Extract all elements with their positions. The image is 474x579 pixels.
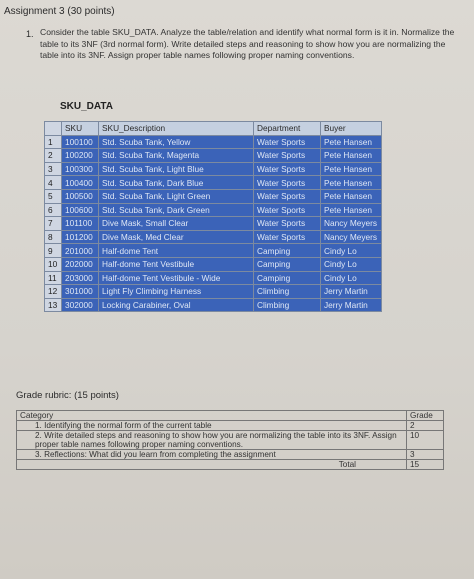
sku-cell: 100200 <box>62 149 99 163</box>
row-number: 9 <box>45 244 62 258</box>
sku-data-table <box>44 121 382 312</box>
total-label: Total <box>17 460 407 470</box>
description-cell: Locking Carabiner, Oval <box>99 298 254 312</box>
description-cell: Std. Scuba Tank, Light Blue <box>99 162 254 176</box>
row-number: 1 <box>45 135 62 149</box>
department-cell: Water Sports <box>254 230 321 244</box>
row-number: 12 <box>45 285 62 299</box>
table-row <box>45 162 382 176</box>
description-cell: Half-dome Tent Vestibule <box>99 257 254 271</box>
buyer-cell: Pete Hansen <box>321 149 382 163</box>
sku-cell: 100600 <box>62 203 99 217</box>
buyer-cell: Cindy Lo <box>321 271 382 285</box>
table-header-row <box>45 122 382 136</box>
department-cell: Camping <box>254 271 321 285</box>
rubric-item-text: 1. Identifying the normal form of the current table <box>17 421 407 431</box>
rubric-item-grade: 10 <box>407 431 444 450</box>
buyer-cell: Pete Hansen <box>321 162 382 176</box>
department-cell: Climbing <box>254 298 321 312</box>
sku-cell: 100500 <box>62 189 99 203</box>
department-cell: Climbing <box>254 285 321 299</box>
buyer-cell: Cindy Lo <box>321 244 382 258</box>
row-number: 4 <box>45 176 62 190</box>
rubric-total-row <box>17 460 444 470</box>
table-row <box>45 257 382 271</box>
department-cell: Camping <box>254 257 321 271</box>
table-row <box>45 176 382 190</box>
description-cell: Dive Mask, Small Clear <box>99 217 254 231</box>
sku-cell: 101200 <box>62 230 99 244</box>
buyer-cell: Jerry Martin <box>321 298 382 312</box>
rubric-title: Grade rubric: (15 points) <box>16 390 119 401</box>
header-sku-description: SKU_Description <box>99 122 254 136</box>
table-row <box>45 149 382 163</box>
table-row <box>45 189 382 203</box>
description-cell: Light Fly Climbing Harness <box>99 285 254 299</box>
table-row <box>45 298 382 312</box>
header-sku: SKU <box>62 122 99 136</box>
grade-rubric-table <box>16 410 444 470</box>
buyer-cell: Nancy Meyers <box>321 217 382 231</box>
sku-cell: 101100 <box>62 217 99 231</box>
rubric-row <box>17 450 444 460</box>
description-cell: Half-dome Tent <box>99 244 254 258</box>
row-number: 8 <box>45 230 62 244</box>
description-cell: Std. Scuba Tank, Yellow <box>99 135 254 149</box>
sku-cell: 100300 <box>62 162 99 176</box>
department-cell: Water Sports <box>254 203 321 217</box>
row-number: 2 <box>45 149 62 163</box>
row-number: 11 <box>45 271 62 285</box>
row-number: 3 <box>45 162 62 176</box>
sku-cell: 100400 <box>62 176 99 190</box>
rubric-item-grade: 3 <box>407 450 444 460</box>
buyer-cell: Jerry Martin <box>321 285 382 299</box>
table-row <box>45 244 382 258</box>
table-row <box>45 271 382 285</box>
department-cell: Camping <box>254 244 321 258</box>
rubric-item-text: 2. Write detailed steps and reasoning to show how you are normalizing the table into its 3NF. Assign proper table names following proper naming conventions. <box>17 431 407 450</box>
department-cell: Water Sports <box>254 162 321 176</box>
header-department: Department <box>254 122 321 136</box>
rubric-row <box>17 431 444 450</box>
buyer-cell: Nancy Meyers <box>321 230 382 244</box>
buyer-cell: Pete Hansen <box>321 135 382 149</box>
table-row <box>45 285 382 299</box>
sku-cell: 201000 <box>62 244 99 258</box>
category-label: Category <box>17 411 407 421</box>
rubric-item-grade: 2 <box>407 421 444 431</box>
grade-label: Grade <box>407 411 444 421</box>
table-title: SKU_DATA <box>60 101 113 112</box>
buyer-cell: Pete Hansen <box>321 203 382 217</box>
description-cell: Std. Scuba Tank, Light Green <box>99 189 254 203</box>
department-cell: Water Sports <box>254 189 321 203</box>
sku-cell: 100100 <box>62 135 99 149</box>
department-cell: Water Sports <box>254 176 321 190</box>
buyer-cell: Pete Hansen <box>321 176 382 190</box>
question-text: Consider the table SKU_DATA. Analyze the table/relation and identify what normal form is it in. Normalize the table to its 3NF (3rd normal form). Write detailed steps and reasoning to show how you are normalizing the table into its 3NF. Assign proper table names following proper naming conventions. <box>40 27 455 60</box>
rubric-item-text: 3. Reflections: What did you learn from completing the assignment <box>17 450 407 460</box>
description-cell: Std. Scuba Tank, Dark Blue <box>99 176 254 190</box>
buyer-cell: Pete Hansen <box>321 189 382 203</box>
header-buyer: Buyer <box>321 122 382 136</box>
row-number: 5 <box>45 189 62 203</box>
row-number: 7 <box>45 217 62 231</box>
table-row <box>45 230 382 244</box>
table-row <box>45 135 382 149</box>
department-cell: Water Sports <box>254 135 321 149</box>
description-cell: Dive Mask, Med Clear <box>99 230 254 244</box>
description-cell: Std. Scuba Tank, Magenta <box>99 149 254 163</box>
description-cell: Half-dome Tent Vestibule - Wide <box>99 271 254 285</box>
header-corner <box>45 122 62 136</box>
table-row <box>45 203 382 217</box>
sku-cell: 203000 <box>62 271 99 285</box>
rubric-row <box>17 421 444 431</box>
row-number: 10 <box>45 257 62 271</box>
buyer-cell: Cindy Lo <box>321 257 382 271</box>
sku-cell: 202000 <box>62 257 99 271</box>
sku-cell: 302000 <box>62 298 99 312</box>
row-number: 6 <box>45 203 62 217</box>
assignment-title: Assignment 3 (30 points) <box>4 6 115 17</box>
description-cell: Std. Scuba Tank, Dark Green <box>99 203 254 217</box>
table-row <box>45 217 382 231</box>
sku-cell: 301000 <box>62 285 99 299</box>
total-grade: 15 <box>407 460 444 470</box>
rubric-header-row <box>17 411 444 421</box>
department-cell: Water Sports <box>254 149 321 163</box>
department-cell: Water Sports <box>254 217 321 231</box>
row-number: 13 <box>45 298 62 312</box>
question-number: 1. <box>26 29 34 39</box>
